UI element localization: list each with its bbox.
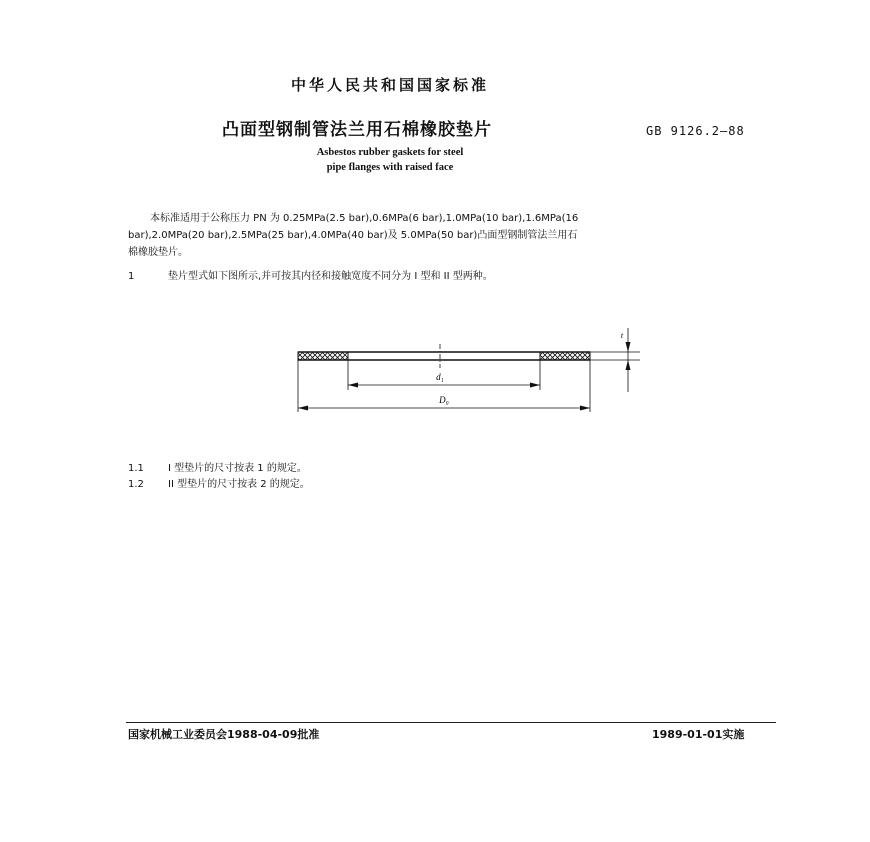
section-1-2-text: II 型垫片的尺寸按表 2 的规定。: [168, 479, 310, 490]
standard-title-english-line1: Asbestos rubber gaskets for steel: [316, 147, 464, 158]
national-standard-heading: 中华人民共和国国家标准: [290, 76, 489, 94]
standard-title-english-line2: pipe flanges with raised face: [326, 162, 454, 173]
approval-note: 国家机械工业委员会1988-04-09批准: [128, 728, 320, 741]
gasket-left-hatch: [298, 352, 348, 360]
standard-number: GB 9126.2—88: [646, 124, 745, 138]
section-1-2: [128, 477, 310, 493]
implementation-date: 1989-01-01实施: [652, 728, 745, 741]
section-1-2-number: 1.2: [128, 479, 144, 490]
section-1-1: [128, 461, 307, 477]
section-1-1-text: I 型垫片的尺寸按表 1 的规定。: [168, 463, 307, 474]
standard-title-chinese: 凸面型钢制管法兰用石棉橡胶垫片: [222, 120, 492, 140]
thickness-label: t: [620, 331, 624, 340]
section-1-text: 垫片型式如下图所示,并可按其内径和接触宽度不同分为 I 型和 II 型两种。: [168, 271, 493, 282]
outer-diameter-label: D₀: [439, 395, 449, 405]
scope-paragraph-line2: bar),2.0MPa(20 bar),2.5MPa(25 bar),4.0MPa(40 bar)及 5.0MPa(50 bar)凸面型钢制管法兰用石: [128, 230, 578, 241]
section-1-number: 1: [128, 271, 135, 282]
scope-paragraph-line3: 棉橡胶垫片。: [128, 247, 188, 258]
section-1-1-number: 1.1: [128, 463, 144, 474]
scope-paragraph-line1: 本标准适用于公称压力 PN 为 0.25MPa(2.5 bar),0.6MPa(6 bar),1.0MPa(10 bar),1.6MPa(16: [150, 213, 579, 224]
gasket-right-hatch: [540, 352, 590, 360]
footer-divider: [126, 722, 776, 723]
inner-diameter-label: d₁: [436, 372, 444, 382]
